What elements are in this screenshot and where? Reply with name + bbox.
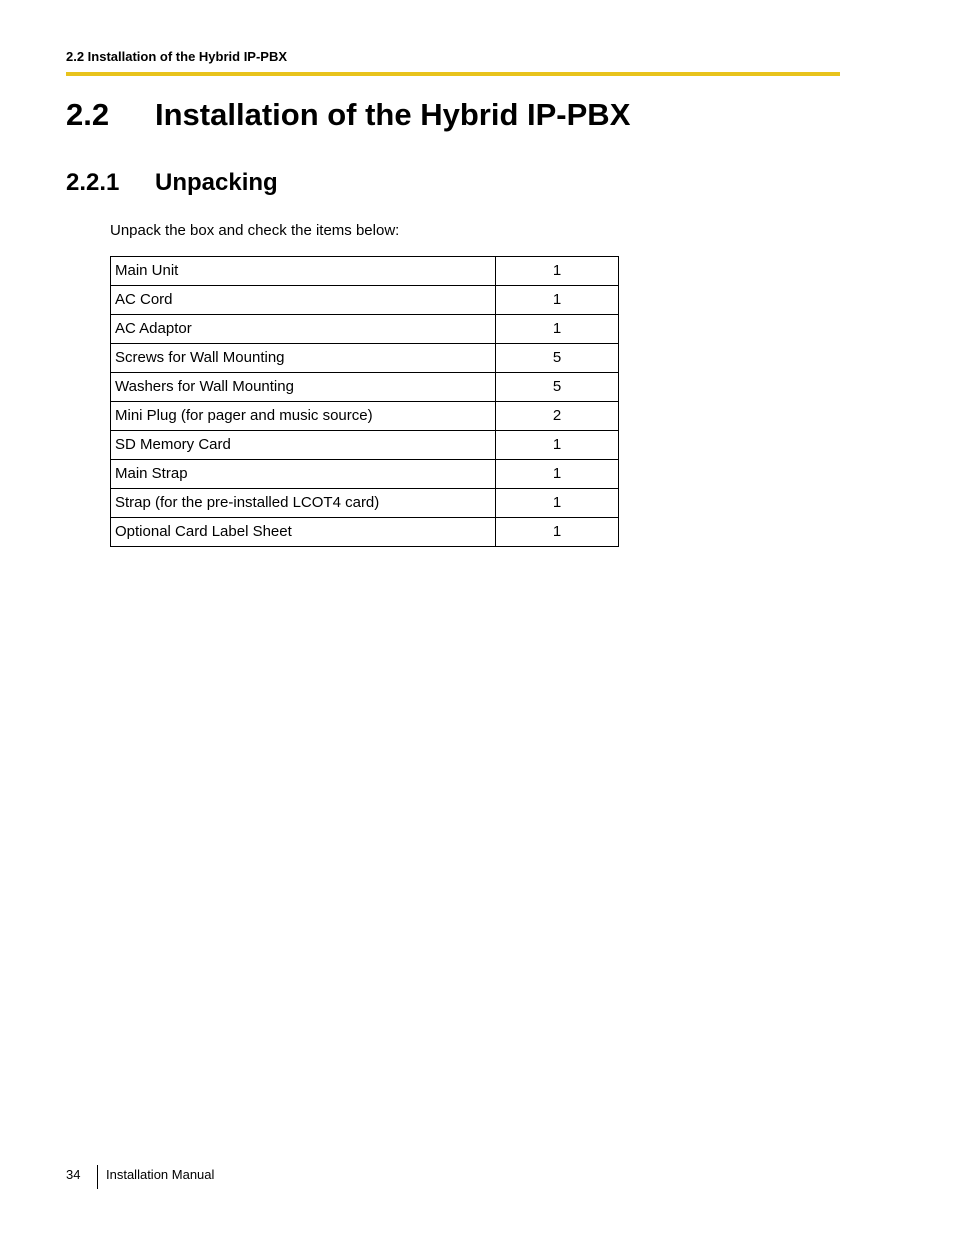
item-quantity: 5 — [496, 373, 619, 402]
table-row — [111, 431, 619, 460]
item-name: Washers for Wall Mounting — [111, 373, 496, 402]
header-rule — [66, 72, 840, 76]
item-name: Optional Card Label Sheet — [111, 518, 496, 547]
item-quantity: 1 — [496, 257, 619, 286]
item-quantity: 5 — [496, 344, 619, 373]
item-name: Screws for Wall Mounting — [111, 344, 496, 373]
item-quantity: 1 — [496, 489, 619, 518]
footer-doc-title: Installation Manual — [106, 1167, 215, 1182]
item-name: Mini Plug (for pager and music source) — [111, 402, 496, 431]
footer-page-number: 34 — [66, 1167, 81, 1182]
item-name: AC Adaptor — [111, 315, 496, 344]
running-header: 2.2 Installation of the Hybrid IP-PBX — [66, 49, 288, 64]
item-name: AC Cord — [111, 286, 496, 315]
table-row — [111, 286, 619, 315]
section-title-text: Installation of the Hybrid IP-PBX — [155, 97, 631, 132]
section-title — [66, 95, 630, 135]
item-quantity: 1 — [496, 431, 619, 460]
table-row — [111, 315, 619, 344]
item-name: SD Memory Card — [111, 431, 496, 460]
item-quantity: 1 — [496, 315, 619, 344]
item-name: Main Strap — [111, 460, 496, 489]
table-row — [111, 489, 619, 518]
items-table — [110, 256, 619, 547]
item-name: Strap (for the pre-installed LCOT4 card) — [111, 489, 496, 518]
footer-divider — [97, 1165, 98, 1189]
item-name: Main Unit — [111, 257, 496, 286]
table-row — [111, 344, 619, 373]
item-quantity: 2 — [496, 402, 619, 431]
table-row — [111, 518, 619, 547]
table-row — [111, 460, 619, 489]
item-quantity: 1 — [496, 518, 619, 547]
item-quantity: 1 — [496, 460, 619, 489]
subsection-title — [66, 168, 278, 198]
subsection-number: 2.2.1 — [66, 169, 120, 196]
intro-text: Unpack the box and check the items below: — [110, 222, 400, 239]
table-row — [111, 373, 619, 402]
table-row — [111, 257, 619, 286]
table-row — [111, 402, 619, 431]
item-quantity: 1 — [496, 286, 619, 315]
section-number: 2.2 — [66, 97, 110, 132]
subsection-title-text: Unpacking — [155, 169, 278, 196]
